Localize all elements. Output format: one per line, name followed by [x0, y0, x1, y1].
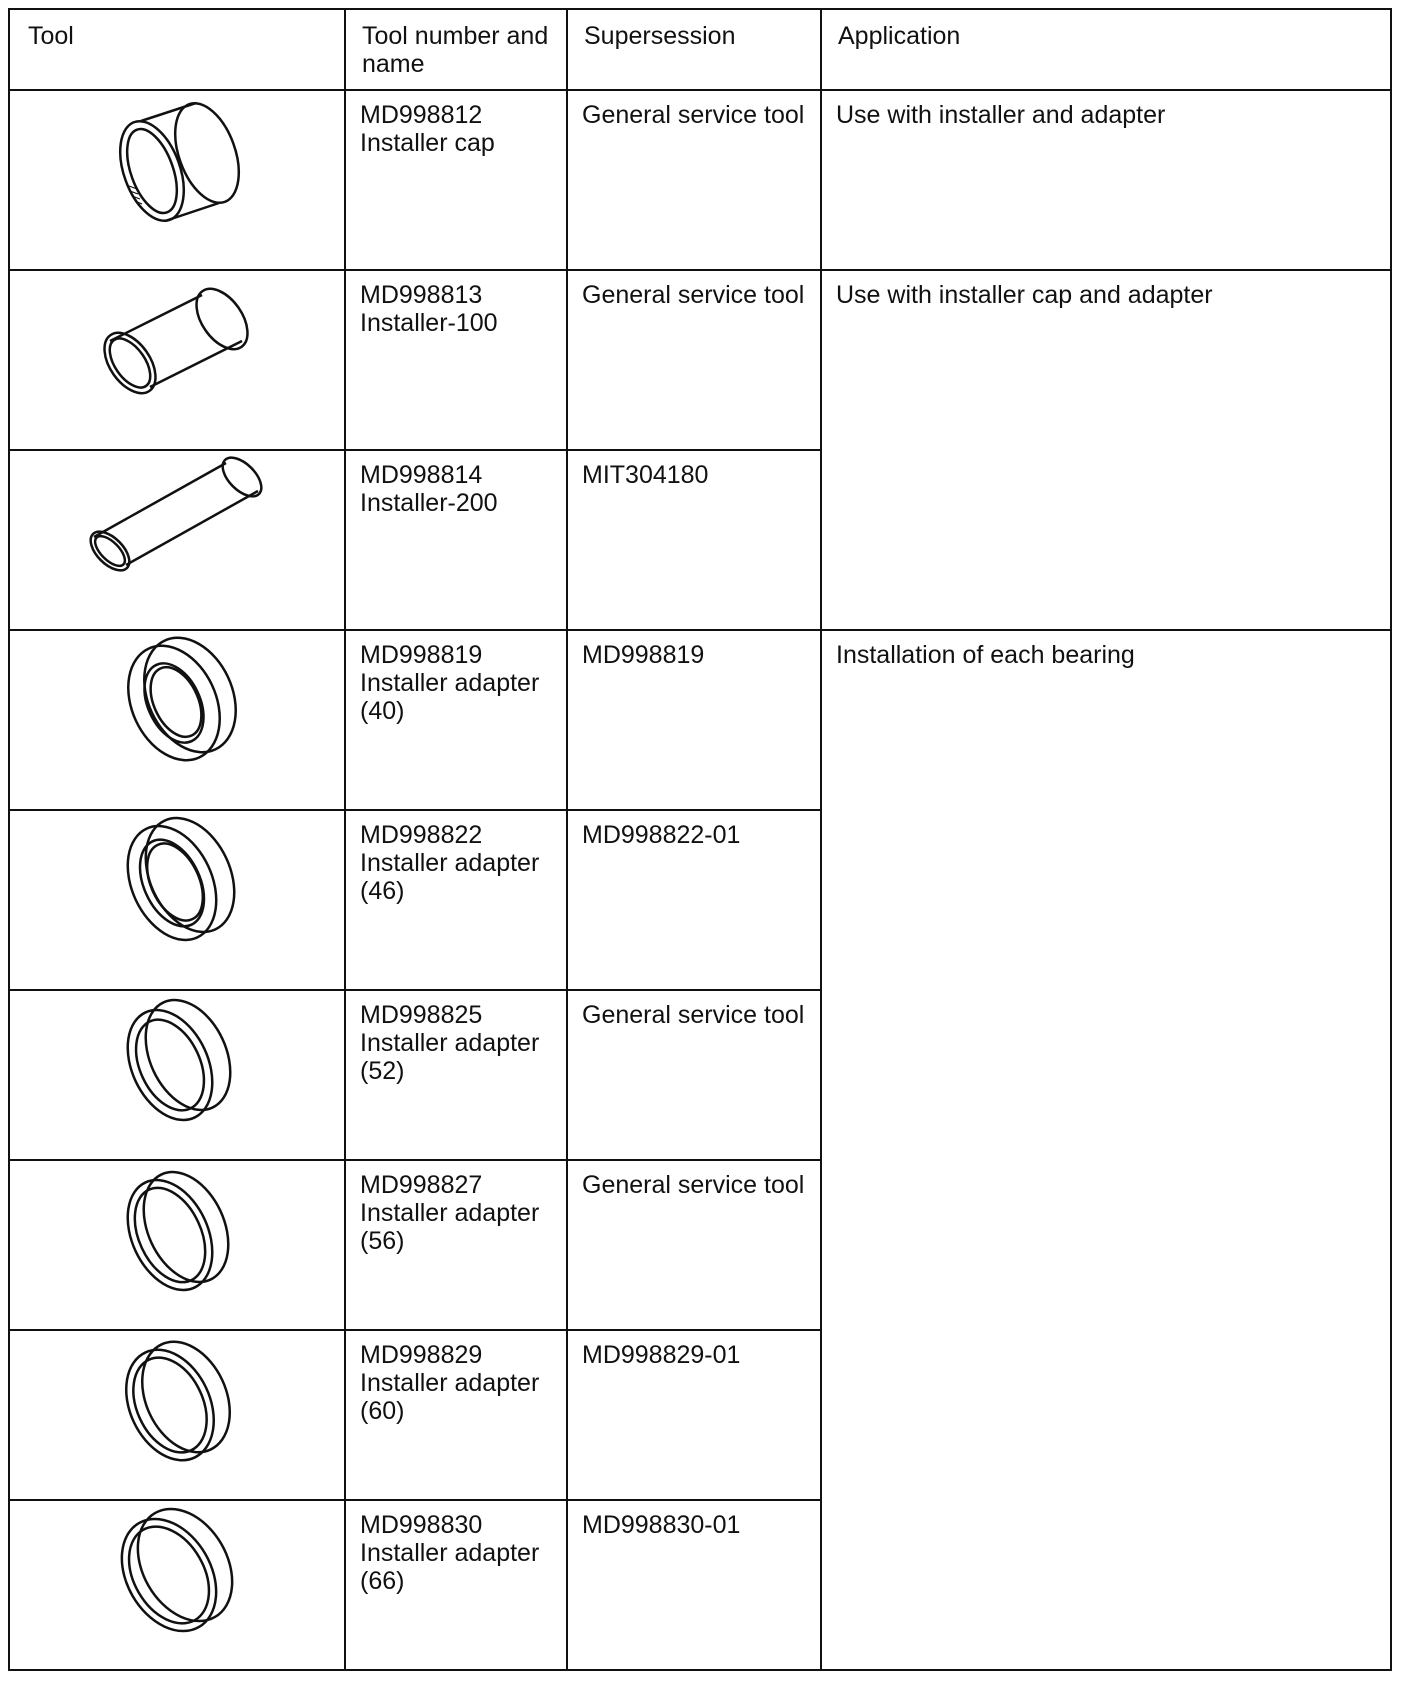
table-header-row: [9, 9, 1391, 90]
header-tool-number-name: Tool number and name: [345, 9, 567, 90]
tool-number: MD998830: [360, 1511, 483, 1539]
application-cell: [821, 630, 1391, 1670]
supersession-text: MIT304180: [582, 461, 709, 489]
supersession-cell: [567, 270, 821, 450]
supersession-cell: [567, 810, 821, 990]
tool-name: Installer adapter (60): [360, 1369, 540, 1425]
installer-adapter-icon: [112, 1161, 242, 1301]
supersession-text: MD998830-01: [582, 1511, 741, 1539]
supersession-text: General service tool: [582, 281, 805, 309]
tool-number: MD998829: [360, 1341, 483, 1369]
tool-number-name-cell: [345, 1500, 567, 1670]
tool-name: Installer cap: [360, 129, 495, 157]
installer-adapter-icon: [112, 631, 242, 771]
tool-number-name-cell: [345, 90, 567, 270]
tool-number: MD998813: [360, 281, 483, 309]
header-application: Application: [821, 9, 1391, 90]
tool-image-cell: [9, 1160, 345, 1330]
application-text: Use with installer cap and adapter: [836, 281, 1213, 309]
application-text: Installation of each bearing: [836, 641, 1135, 669]
installer-adapter-icon: [112, 1331, 242, 1471]
tool-number-name-cell: [345, 270, 567, 450]
supersession-cell: [567, 1500, 821, 1670]
tool-name: Installer adapter (46): [360, 849, 540, 905]
supersession-text: General service tool: [582, 101, 805, 129]
installer-adapter-icon: [107, 1501, 247, 1641]
supersession-cell: [567, 450, 821, 630]
application-cell: [821, 90, 1391, 270]
installer-long-tube-icon: [82, 451, 272, 581]
tool-image-cell: [9, 630, 345, 810]
tool-number: MD998825: [360, 1001, 483, 1029]
tool-number-name-cell: [345, 1330, 567, 1500]
supersession-text: MD998829-01: [582, 1341, 741, 1369]
tool-image-cell: [9, 450, 345, 630]
supersession-text: MD998819: [582, 641, 705, 669]
tool-number-name-cell: [345, 1160, 567, 1330]
header-tool: Tool: [9, 9, 345, 90]
installer-tube-icon: [92, 271, 262, 411]
supersession-text: MD998822-01: [582, 821, 741, 849]
supersession-text: General service tool: [582, 1001, 805, 1029]
tool-name: Installer adapter (56): [360, 1199, 540, 1255]
supersession-cell: [567, 630, 821, 810]
tool-number: MD998822: [360, 821, 483, 849]
tool-name: Installer-200: [360, 489, 498, 517]
tool-number-name-cell: [345, 630, 567, 810]
installer-adapter-icon: [112, 991, 242, 1131]
tool-image-cell: [9, 90, 345, 270]
tool-number-name-cell: [345, 450, 567, 630]
tool-name: Installer-100: [360, 309, 498, 337]
tool-image-cell: [9, 270, 345, 450]
supersession-cell: [567, 1160, 821, 1330]
tool-number-name-cell: [345, 990, 567, 1160]
tool-name: Installer adapter (40): [360, 669, 540, 725]
table-row: [9, 630, 1391, 810]
supersession-cell: [567, 1330, 821, 1500]
supersession-cell: [567, 90, 821, 270]
special-tools-table: [8, 8, 1392, 1671]
table-row: [9, 90, 1391, 270]
tool-number: MD998827: [360, 1171, 483, 1199]
tool-number: MD998814: [360, 461, 483, 489]
tool-name: Installer adapter (52): [360, 1029, 540, 1085]
tool-name: Installer adapter (66): [360, 1539, 540, 1595]
tool-number: MD998812: [360, 101, 483, 129]
supersession-text: General service tool: [582, 1171, 805, 1199]
installer-adapter-icon: [112, 811, 242, 951]
tool-image-cell: [9, 810, 345, 990]
tool-number-name-cell: [345, 810, 567, 990]
application-text: Use with installer and adapter: [836, 101, 1166, 129]
supersession-cell: [567, 990, 821, 1160]
tool-image-cell: [9, 1330, 345, 1500]
tool-image-cell: [9, 1500, 345, 1670]
table-row: [9, 270, 1391, 450]
application-cell: [821, 270, 1391, 630]
installer-cap-icon: [107, 91, 247, 231]
header-supersession: Supersession: [567, 9, 821, 90]
tool-number: MD998819: [360, 641, 483, 669]
tool-image-cell: [9, 990, 345, 1160]
